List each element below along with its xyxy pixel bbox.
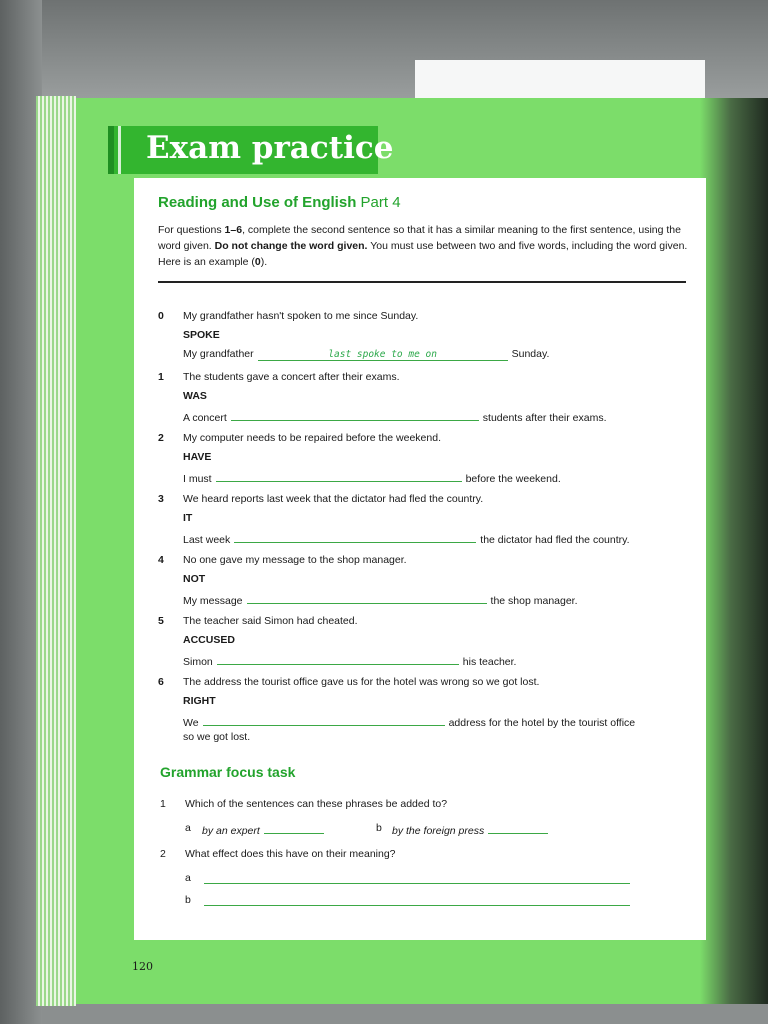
key-word: RIGHT: [183, 695, 216, 707]
answer-continuation: so we got lost.: [183, 731, 251, 743]
key-word: SPOKE: [183, 329, 220, 341]
answer-line: [183, 714, 635, 729]
intro-range: 1–6: [224, 224, 243, 236]
grammar-focus-heading: Grammar focus task: [160, 764, 296, 780]
answer-line: [183, 531, 630, 546]
answer-start: We: [183, 717, 199, 729]
answer-line-a: [200, 872, 634, 887]
instructions: [158, 222, 688, 270]
paper-slip: [415, 60, 705, 102]
phrase-option-a: [202, 822, 328, 837]
question-number: 6: [158, 676, 164, 688]
answer-blank[interactable]: [204, 894, 630, 906]
title-banner: [108, 126, 394, 174]
intro-text: You must use between two and five words, including the word given. Here is an example (: [158, 240, 688, 268]
answer-blank[interactable]: [488, 822, 548, 834]
option-label: b: [185, 894, 191, 906]
option-label: a: [185, 872, 191, 884]
answer-blank[interactable]: [203, 714, 445, 726]
answer-line-b: [200, 894, 634, 909]
intro-warning: Do not change the word given.: [214, 240, 368, 252]
intro-text: , complete the second sentence so that it has a similar meaning to the first sentence, using the word given.: [158, 224, 681, 252]
answer-blank[interactable]: [217, 653, 459, 665]
question-sentence: My computer needs to be repaired before the weekend.: [183, 432, 441, 444]
answer-blank[interactable]: [204, 872, 630, 884]
question-number: 2: [158, 432, 164, 444]
grammar-question-number: 1: [160, 798, 166, 810]
phrase-option-b: [392, 822, 552, 837]
answer-line: [183, 592, 578, 607]
answer-end: the shop manager.: [490, 595, 578, 607]
phrase-text: by the foreign press: [392, 825, 485, 837]
intro-example-number: 0: [254, 256, 261, 268]
title-stripe: [118, 126, 121, 174]
key-word: IT: [183, 512, 193, 524]
answer-line: [183, 653, 516, 668]
page-edges: [36, 96, 76, 1006]
answer-blank[interactable]: [231, 409, 479, 421]
grammar-question-number: 2: [160, 848, 166, 860]
question-number: 1: [158, 371, 164, 383]
grammar-question-text: What effect does this have on their meaning?: [185, 848, 396, 860]
book-spine-shadow: [700, 98, 768, 1004]
phrase-text: by an expert: [202, 825, 260, 837]
answer-blank[interactable]: last spoke to me on: [258, 349, 508, 361]
page-title: Exam practice: [146, 130, 394, 166]
key-word: HAVE: [183, 451, 212, 463]
grammar-question-text: Which of the sentences can these phrases be added to?: [185, 798, 448, 810]
option-label: b: [376, 822, 382, 834]
answer-blank[interactable]: [247, 592, 487, 604]
answer-start: I must: [183, 473, 212, 485]
key-word: ACCUSED: [183, 634, 235, 646]
option-label: a: [185, 822, 191, 834]
answer-end: his teacher.: [462, 656, 517, 668]
question-number: 0: [158, 310, 164, 322]
answer-blank[interactable]: [264, 822, 324, 834]
section-heading-text: Reading and Use of English: [158, 194, 357, 211]
answer-blank[interactable]: [216, 470, 462, 482]
question-number: 4: [158, 554, 164, 566]
answer-end: Sunday.: [511, 348, 550, 360]
question-sentence: We heard reports last week that the dictator had fled the country.: [183, 493, 484, 505]
question-sentence: No one gave my message to the shop manager.: [183, 554, 407, 566]
answer-start: Last week: [183, 534, 231, 546]
divider-rule: [158, 281, 686, 283]
page-number: 120: [132, 960, 153, 973]
answer-blank[interactable]: [234, 531, 476, 543]
answer-start: A concert: [183, 412, 227, 424]
answer-end: students after their exams.: [482, 412, 607, 424]
answer-end: the dictator had fled the country.: [480, 534, 630, 546]
answer-start: Simon: [183, 656, 213, 668]
answer-line: [183, 409, 607, 424]
exercise-panel: [134, 178, 706, 940]
intro-text: ).: [260, 256, 268, 268]
key-word: NOT: [183, 573, 206, 585]
question-sentence: The address the tourist office gave us for the hotel was wrong so we got lost.: [183, 676, 540, 688]
question-sentence: My grandfather hasn't spoken to me since Sunday.: [183, 310, 419, 322]
answer-start: My grandfather: [183, 348, 254, 360]
answer-end: address for the hotel by the tourist office: [448, 717, 636, 729]
answer-start: My message: [183, 595, 243, 607]
section-part: Part 4: [360, 194, 401, 211]
question-sentence: The students gave a concert after their exams.: [183, 371, 400, 383]
section-heading: [158, 194, 401, 211]
intro-text: For questions: [158, 224, 225, 236]
question-number: 5: [158, 615, 164, 627]
question-sentence: The teacher said Simon had cheated.: [183, 615, 358, 627]
answer-line: [183, 348, 549, 361]
answer-end: before the weekend.: [465, 473, 561, 485]
question-number: 3: [158, 493, 164, 505]
answer-line: [183, 470, 561, 485]
key-word: WAS: [183, 390, 207, 402]
